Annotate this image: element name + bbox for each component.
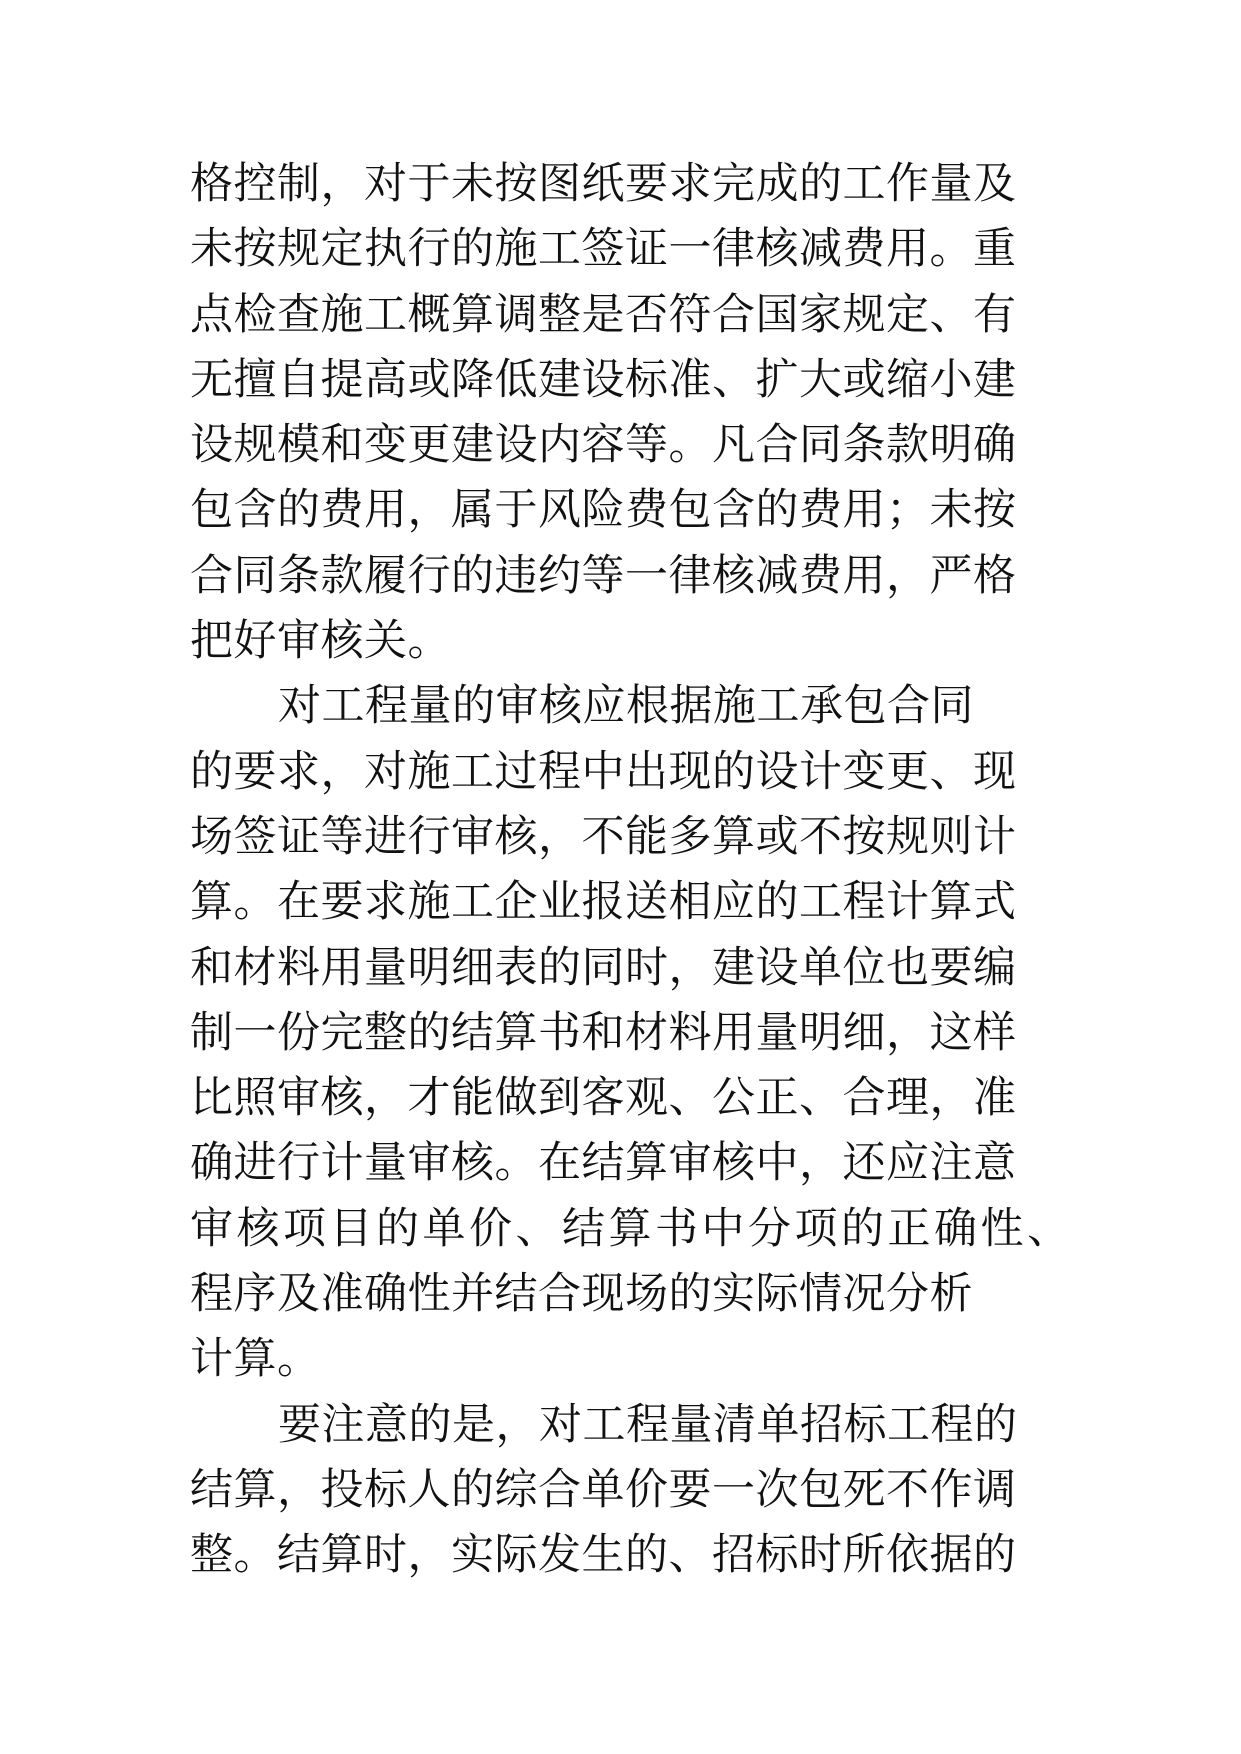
text-line: 整。结算时，实际发生的、招标时所依据的 bbox=[190, 1530, 1017, 1581]
paragraph-first-line: 要注意的是，对工程量清单招标工程的 bbox=[278, 1399, 1018, 1450]
text-line: 场签证等进行审核，不能多算或不按规则计 bbox=[190, 811, 1017, 862]
text-line: 把好审核关。 bbox=[190, 616, 451, 667]
text-line: 制一份完整的结算书和材料用量明细，这样 bbox=[190, 1007, 1017, 1058]
text-line: 设规模和变更建设内容等。凡合同条款明确 bbox=[190, 420, 1017, 471]
text-line: 比照审核，才能做到客观、公正、合理，准 bbox=[190, 1073, 1017, 1124]
text-line: 计算。 bbox=[190, 1334, 321, 1385]
text-line: 确进行计量审核。在结算审核中，还应注意 bbox=[190, 1138, 1017, 1189]
text-line: 未按规定执行的施工签证一律核减费用。重 bbox=[190, 224, 1017, 275]
text-line: 的要求，对施工过程中出现的设计变更、现 bbox=[190, 746, 1017, 797]
text-line: 合同条款履行的违约等一律核减费用，严格 bbox=[190, 550, 1017, 601]
text-line: 程序及准确性并结合现场的实际情况分析 bbox=[190, 1269, 973, 1320]
text-line: 点检查施工概算调整是否符合国家规定、有 bbox=[190, 289, 1017, 340]
text-line: 结算，投标人的综合单价要一次包死不作调 bbox=[190, 1464, 1017, 1515]
text-line: 和材料用量明细表的同时，建设单位也要编 bbox=[190, 942, 1017, 993]
document-body bbox=[190, 152, 1090, 1589]
text-line: 审核项目的单价、结算书中分项的正确性、 bbox=[190, 1203, 1074, 1254]
text-line: 无擅自提高或降低建设标准、扩大或缩小建 bbox=[190, 354, 1017, 405]
text-line: 算。在要求施工企业报送相应的工程计算式 bbox=[190, 877, 1017, 928]
paragraph-first-line: 对工程量的审核应根据施工承包合同 bbox=[278, 681, 974, 732]
text-line: 包含的费用，属于风险费包含的费用；未按 bbox=[190, 485, 1017, 536]
text-line: 格控制，对于未按图纸要求完成的工作量及 bbox=[190, 159, 1017, 209]
